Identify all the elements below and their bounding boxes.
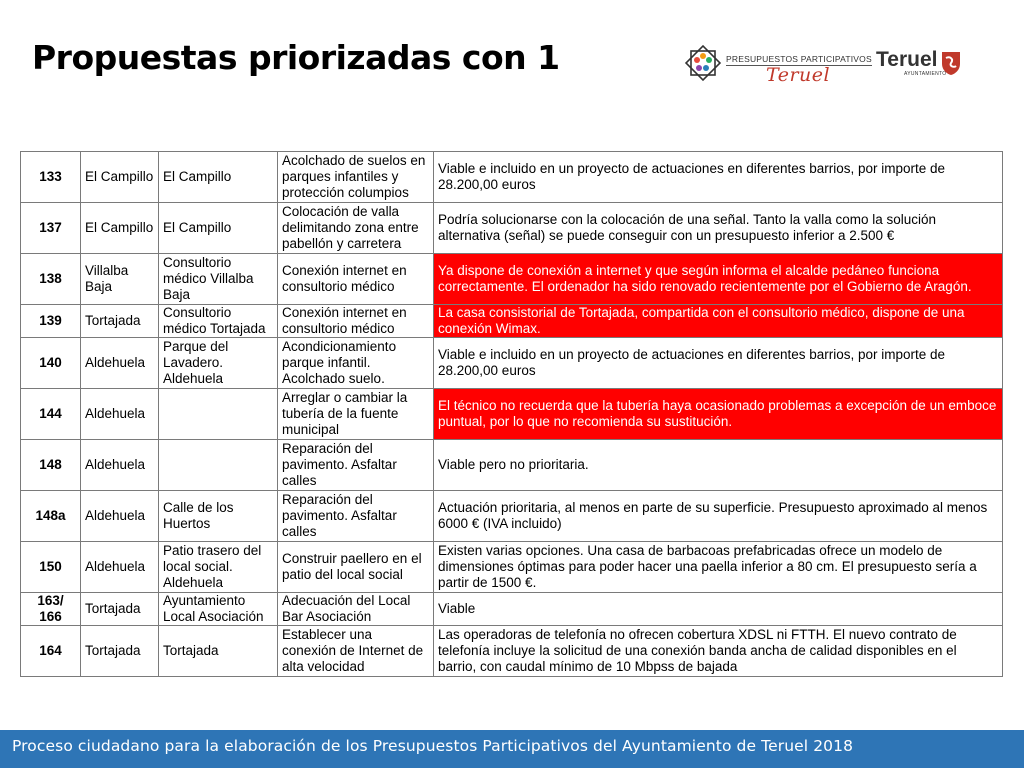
barrio-cell: Tortajada bbox=[81, 626, 159, 677]
barrio-cell: Villalba Baja bbox=[81, 254, 159, 305]
barrio-cell: El Campillo bbox=[81, 203, 159, 254]
barrio-cell: Aldehuela bbox=[81, 491, 159, 542]
footer-text: Proceso ciudadano para la elaboración de los Presupuestos Participativos del Ayuntamiento de Teruel 2018 bbox=[12, 737, 854, 755]
lugar-cell: Consultorio médico Tortajada bbox=[159, 305, 278, 338]
respuesta-cell: Podría solucionarse con la colocación de una señal. Tanto la valla como la solución alternativa (señal) se puede conseguir con un presupuesto inferior a 2.500 € bbox=[434, 203, 1003, 254]
propuesta-cell: Conexión internet en consultorio médico bbox=[278, 305, 434, 338]
participativos-logo-text: PRESUPUESTOS PARTICIPATIVOS bbox=[726, 54, 872, 64]
respuesta-cell: Viable e incluido en un proyecto de actuaciones en diferentes barrios, por importe de 28.200,00 euros bbox=[434, 338, 1003, 389]
barrio-cell: Tortajada bbox=[81, 305, 159, 338]
table-row bbox=[21, 542, 1003, 593]
lugar-cell bbox=[159, 389, 278, 440]
respuesta-cell: Viable bbox=[434, 593, 1003, 626]
barrio-cell: Aldehuela bbox=[81, 542, 159, 593]
proposals-table bbox=[20, 151, 1003, 677]
lugar-cell bbox=[159, 440, 278, 491]
proposal-id-cell: 148 bbox=[21, 440, 81, 491]
participativos-logo-city: Teruel bbox=[766, 64, 831, 86]
respuesta-cell: Viable e incluido en un proyecto de actuaciones en diferentes barrios, por importe de 28.200,00 euros bbox=[434, 152, 1003, 203]
table-row bbox=[21, 305, 1003, 338]
proposal-id-cell: 163/ 166 bbox=[21, 593, 81, 626]
table-row bbox=[21, 338, 1003, 389]
proposal-id-cell: 137 bbox=[21, 203, 81, 254]
proposals-table-body bbox=[21, 152, 1003, 677]
propuesta-cell: Establecer una conexión de Internet de alta velocidad bbox=[278, 626, 434, 677]
table-row bbox=[21, 626, 1003, 677]
barrio-cell: Aldehuela bbox=[81, 389, 159, 440]
propuesta-cell: Acolchado de suelos en parques infantiles y protección columpios bbox=[278, 152, 434, 203]
barrio-cell: El Campillo bbox=[81, 152, 159, 203]
barrio-cell: Aldehuela bbox=[81, 338, 159, 389]
respuesta-cell: Viable pero no prioritaria. bbox=[434, 440, 1003, 491]
propuesta-cell: Reparación del pavimento. Asfaltar calles bbox=[278, 491, 434, 542]
propuesta-cell: Colocación de valla delimitando zona entre pabellón y carretera bbox=[278, 203, 434, 254]
barrio-cell: Aldehuela bbox=[81, 440, 159, 491]
proposal-id-cell: 150 bbox=[21, 542, 81, 593]
teruel-emblem-icon bbox=[940, 50, 962, 76]
table-row bbox=[21, 593, 1003, 626]
propuesta-cell: Adecuación del Local Bar Asociación bbox=[278, 593, 434, 626]
table-row bbox=[21, 440, 1003, 491]
table-row bbox=[21, 389, 1003, 440]
presupuestos-participativos-logo bbox=[684, 42, 872, 90]
proposal-id-cell: 144 bbox=[21, 389, 81, 440]
table-row bbox=[21, 152, 1003, 203]
lugar-cell: Parque del Lavadero. Aldehuela bbox=[159, 338, 278, 389]
propuesta-cell: Arreglar o cambiar la tubería de la fuente municipal bbox=[278, 389, 434, 440]
table-row bbox=[21, 254, 1003, 305]
lugar-cell: Tortajada bbox=[159, 626, 278, 677]
propuesta-cell: Acondicionamiento parque infantil. Acolchado suelo. bbox=[278, 338, 434, 389]
barrio-cell: Tortajada bbox=[81, 593, 159, 626]
participativos-star-icon bbox=[684, 44, 722, 82]
propuesta-cell: Construir paellero en el patio del local social bbox=[278, 542, 434, 593]
respuesta-cell: La casa consistorial de Tortajada, compartida con el consultorio médico, dispone de una conexión Wimax. bbox=[434, 305, 1003, 338]
respuesta-cell: El técnico no recuerda que la tubería haya ocasionado problemas a excepción de un emboce puntual, por lo que no recomienda su sustitución. bbox=[434, 389, 1003, 440]
proposal-id-cell: 138 bbox=[21, 254, 81, 305]
table-row bbox=[21, 491, 1003, 542]
proposal-id-cell: 140 bbox=[21, 338, 81, 389]
proposal-id-cell: 139 bbox=[21, 305, 81, 338]
lugar-cell: Ayuntamiento Local Asociación bbox=[159, 593, 278, 626]
lugar-cell: El Campillo bbox=[159, 203, 278, 254]
respuesta-cell: Actuación prioritaria, al menos en parte de su superficie. Presupuesto aproximado al menos 6000 € (IVA incluido) bbox=[434, 491, 1003, 542]
proposal-id-cell: 148a bbox=[21, 491, 81, 542]
respuesta-cell: Las operadoras de telefonía no ofrecen cobertura XDSL ni FTTH. El nuevo contrato de telefonía incluye la solicitud de una conexión banda ancha de calidad disponibles en el barrio, con caudal mínimo de 10 Mbpss de bajada bbox=[434, 626, 1003, 677]
lugar-cell: Consultorio médico Villalba Baja bbox=[159, 254, 278, 305]
teruel-logo-subtitle: AYUNTAMIENTO bbox=[904, 71, 947, 77]
ayuntamiento-teruel-logo bbox=[874, 44, 974, 84]
respuesta-cell: Existen varias opciones. Una casa de barbacoas prefabricadas ofrece un modelo de dimensiones óptimas para poder hacer una paella inferior a 80 cm. El presupuesto sería a partir de 1500 €. bbox=[434, 542, 1003, 593]
propuesta-cell: Reparación del pavimento. Asfaltar calles bbox=[278, 440, 434, 491]
footer-bar bbox=[0, 730, 1024, 768]
page-title: Propuestas priorizadas con 1 bbox=[32, 38, 560, 77]
respuesta-cell: Ya dispone de conexión a internet y que según informa el alcalde pedáneo funciona correctamente. El ordenador ha sido renovado recientemente por el Gobierno de Aragón. bbox=[434, 254, 1003, 305]
proposal-id-cell: 133 bbox=[21, 152, 81, 203]
lugar-cell: Calle de los Huertos bbox=[159, 491, 278, 542]
table-row bbox=[21, 203, 1003, 254]
lugar-cell: Patio trasero del local social. Aldehuela bbox=[159, 542, 278, 593]
propuesta-cell: Conexión internet en consultorio médico bbox=[278, 254, 434, 305]
teruel-logo-word: Teruel bbox=[876, 48, 938, 71]
proposal-id-cell: 164 bbox=[21, 626, 81, 677]
lugar-cell: El Campillo bbox=[159, 152, 278, 203]
